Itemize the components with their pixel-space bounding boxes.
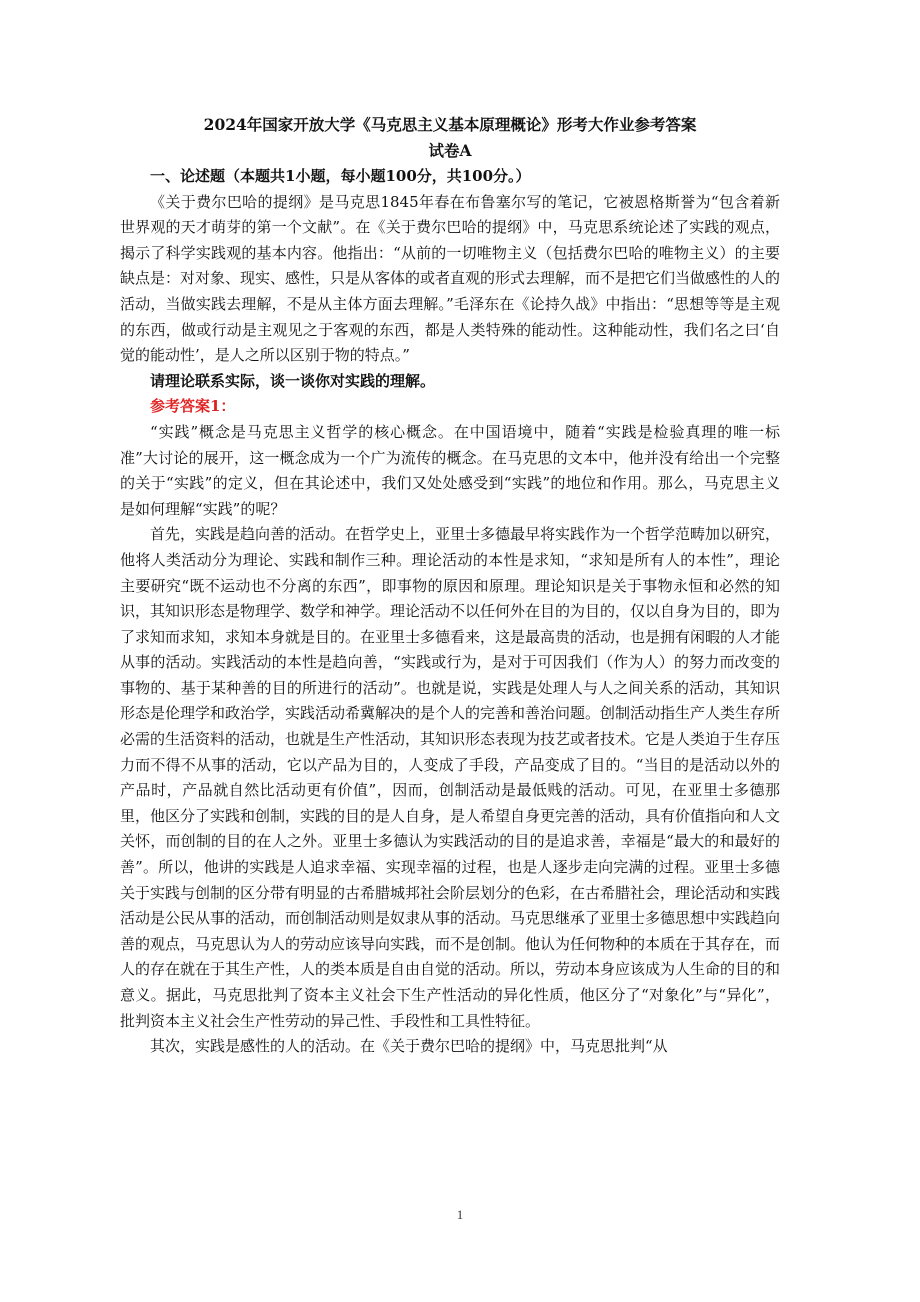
question-text: 请理论联系实际，谈一谈你对实践的理解。 xyxy=(150,371,436,390)
document-body xyxy=(120,112,780,1060)
document-subtitle: 试卷A xyxy=(428,141,472,160)
answer-paragraph: 其次，实践是感性的人的活动。在《关于费尔巴哈的提纲》中，马克思批判“从 xyxy=(150,1037,668,1056)
answer-paragraph: “实践”概念是马克思主义哲学的核心概念。在中国语境中，随着“实践是检验真理的唯一标准”大讨论的展开，这一概念成为一个广为流传的概念。在马克思的文本中，他并没有给出一个完整的关于“实践”的定义，但在其论述中，我们又处处感受到“实践”的地位和作用。那么，马克思主义是如何理解“实践”的呢？ xyxy=(120,422,780,518)
prompt-paragraph: 《关于费尔巴哈的提纲》是马克思1845年春在布鲁塞尔写的笔记，它被恩格斯誉为“包含着新世界观的天才萌芽的第一个文献”。在《关于费尔巴哈的提纲》中，马克思系统论述了实践的观点，揭示了科学实践观的基本内容。他指出：“从前的一切唯物主义（包括费尔巴哈的唯物主义）的主要缺点是：对对象、现实、感性，只是从客体的或者直观的形式去理解，而不是把它们当做感性的人的活动，当做实践去理解，不是从主体方面去理解。”毛泽东在《论持久战》中指出：“思想等等是主观的东西，做或行动是主观见之于客观的东西，都是人类特殊的能动性。这种能动性，我们名之曰‘自觉的能动性’，是人之所以区别于物的特点。” xyxy=(120,192,781,365)
document-title: 2024年国家开放大学《马克思主义基本原理概论》形考大作业参考答案 xyxy=(203,115,697,134)
page-number: 1 xyxy=(456,1207,464,1222)
answer-label: 参考答案1： xyxy=(150,397,236,416)
section-heading: 一、论述题（本题共1小题，每小题100分，共100分。） xyxy=(150,167,531,185)
answer-paragraph: 首先，实践是趋向善的活动。在哲学史上，亚里士多德最早将实践作为一个哲学范畴加以研究，他将人类活动分为理论、实践和制作三种。理论活动的本性是求知，“求知是所有人的本性”，理论主要研究“既不运动也不分离的东西”，即事物的原因和原理。理论知识是关于事物永恒和必然的知识，其知识形态是物理学、数学和神学。理论活动不以任何外在目的为目的，仅以自身为目的，即为了求知而求知，求知本身就是目的。在亚里士多德看来，这是最高贵的活动，也是拥有闲暇的人才能从事的活动。实践活动的本性是趋向善，“实践或行为，是对于可因我们（作为人）的努力而改变的事物的、基于某种善的目的所进行的活动”。也就是说，实践是处理人与人之间关系的活动，其知识形态是伦理学和政治学，实践活动希冀解决的是个人的完善和善治问题。创制活动指生产人类生存所必需的生活资料的活动，也就是生产性活动，其知识形态表现为技艺或者技术。它是人类迫于生存压力而不得不从事的活动，它以产品为目的，人变成了手段，产品变成了目的。“当目的是活动以外的产品时，产品就自然比活动更有价值”，因而，创制活动是最低贱的活动。可见，在亚里士多德那里，他区分了实践和创制，实践的目的是人自身，是人希望自身更完善的活动，具有价值指向和人文关怀，而创制的目的在人之外。亚里士多德认为实践活动的目的是追求善，幸福是“最大的和最好的善”。所以，他讲的实践是人追求幸福、实现幸福的过程，也是人逐步走向完满的过程。亚里士多德关于实践与创制的区分带有明显的古希腊城邦社会阶层划分的色彩，在古希腊社会，理论活动和实践活动是公民从事的活动，而创制活动则是奴隶从事的活动。马克思继承了亚里士多德思想中实践趋向善的观点，马克思认为人的劳动应该导向实践，而不是创制。他认为任何物种的本质在于其存在，而人的存在就在于其生产性，人的类本质是自由自觉的活动。所以，劳动本身应该成为人生命的目的和意义。据此，马克思批判了资本主义社会下生产性活动的异化性质，他区分了“对象化”与“异化”，批判资本主义社会生产性劳动的异己性、手段性和工具性特征。 xyxy=(120,525,781,1030)
